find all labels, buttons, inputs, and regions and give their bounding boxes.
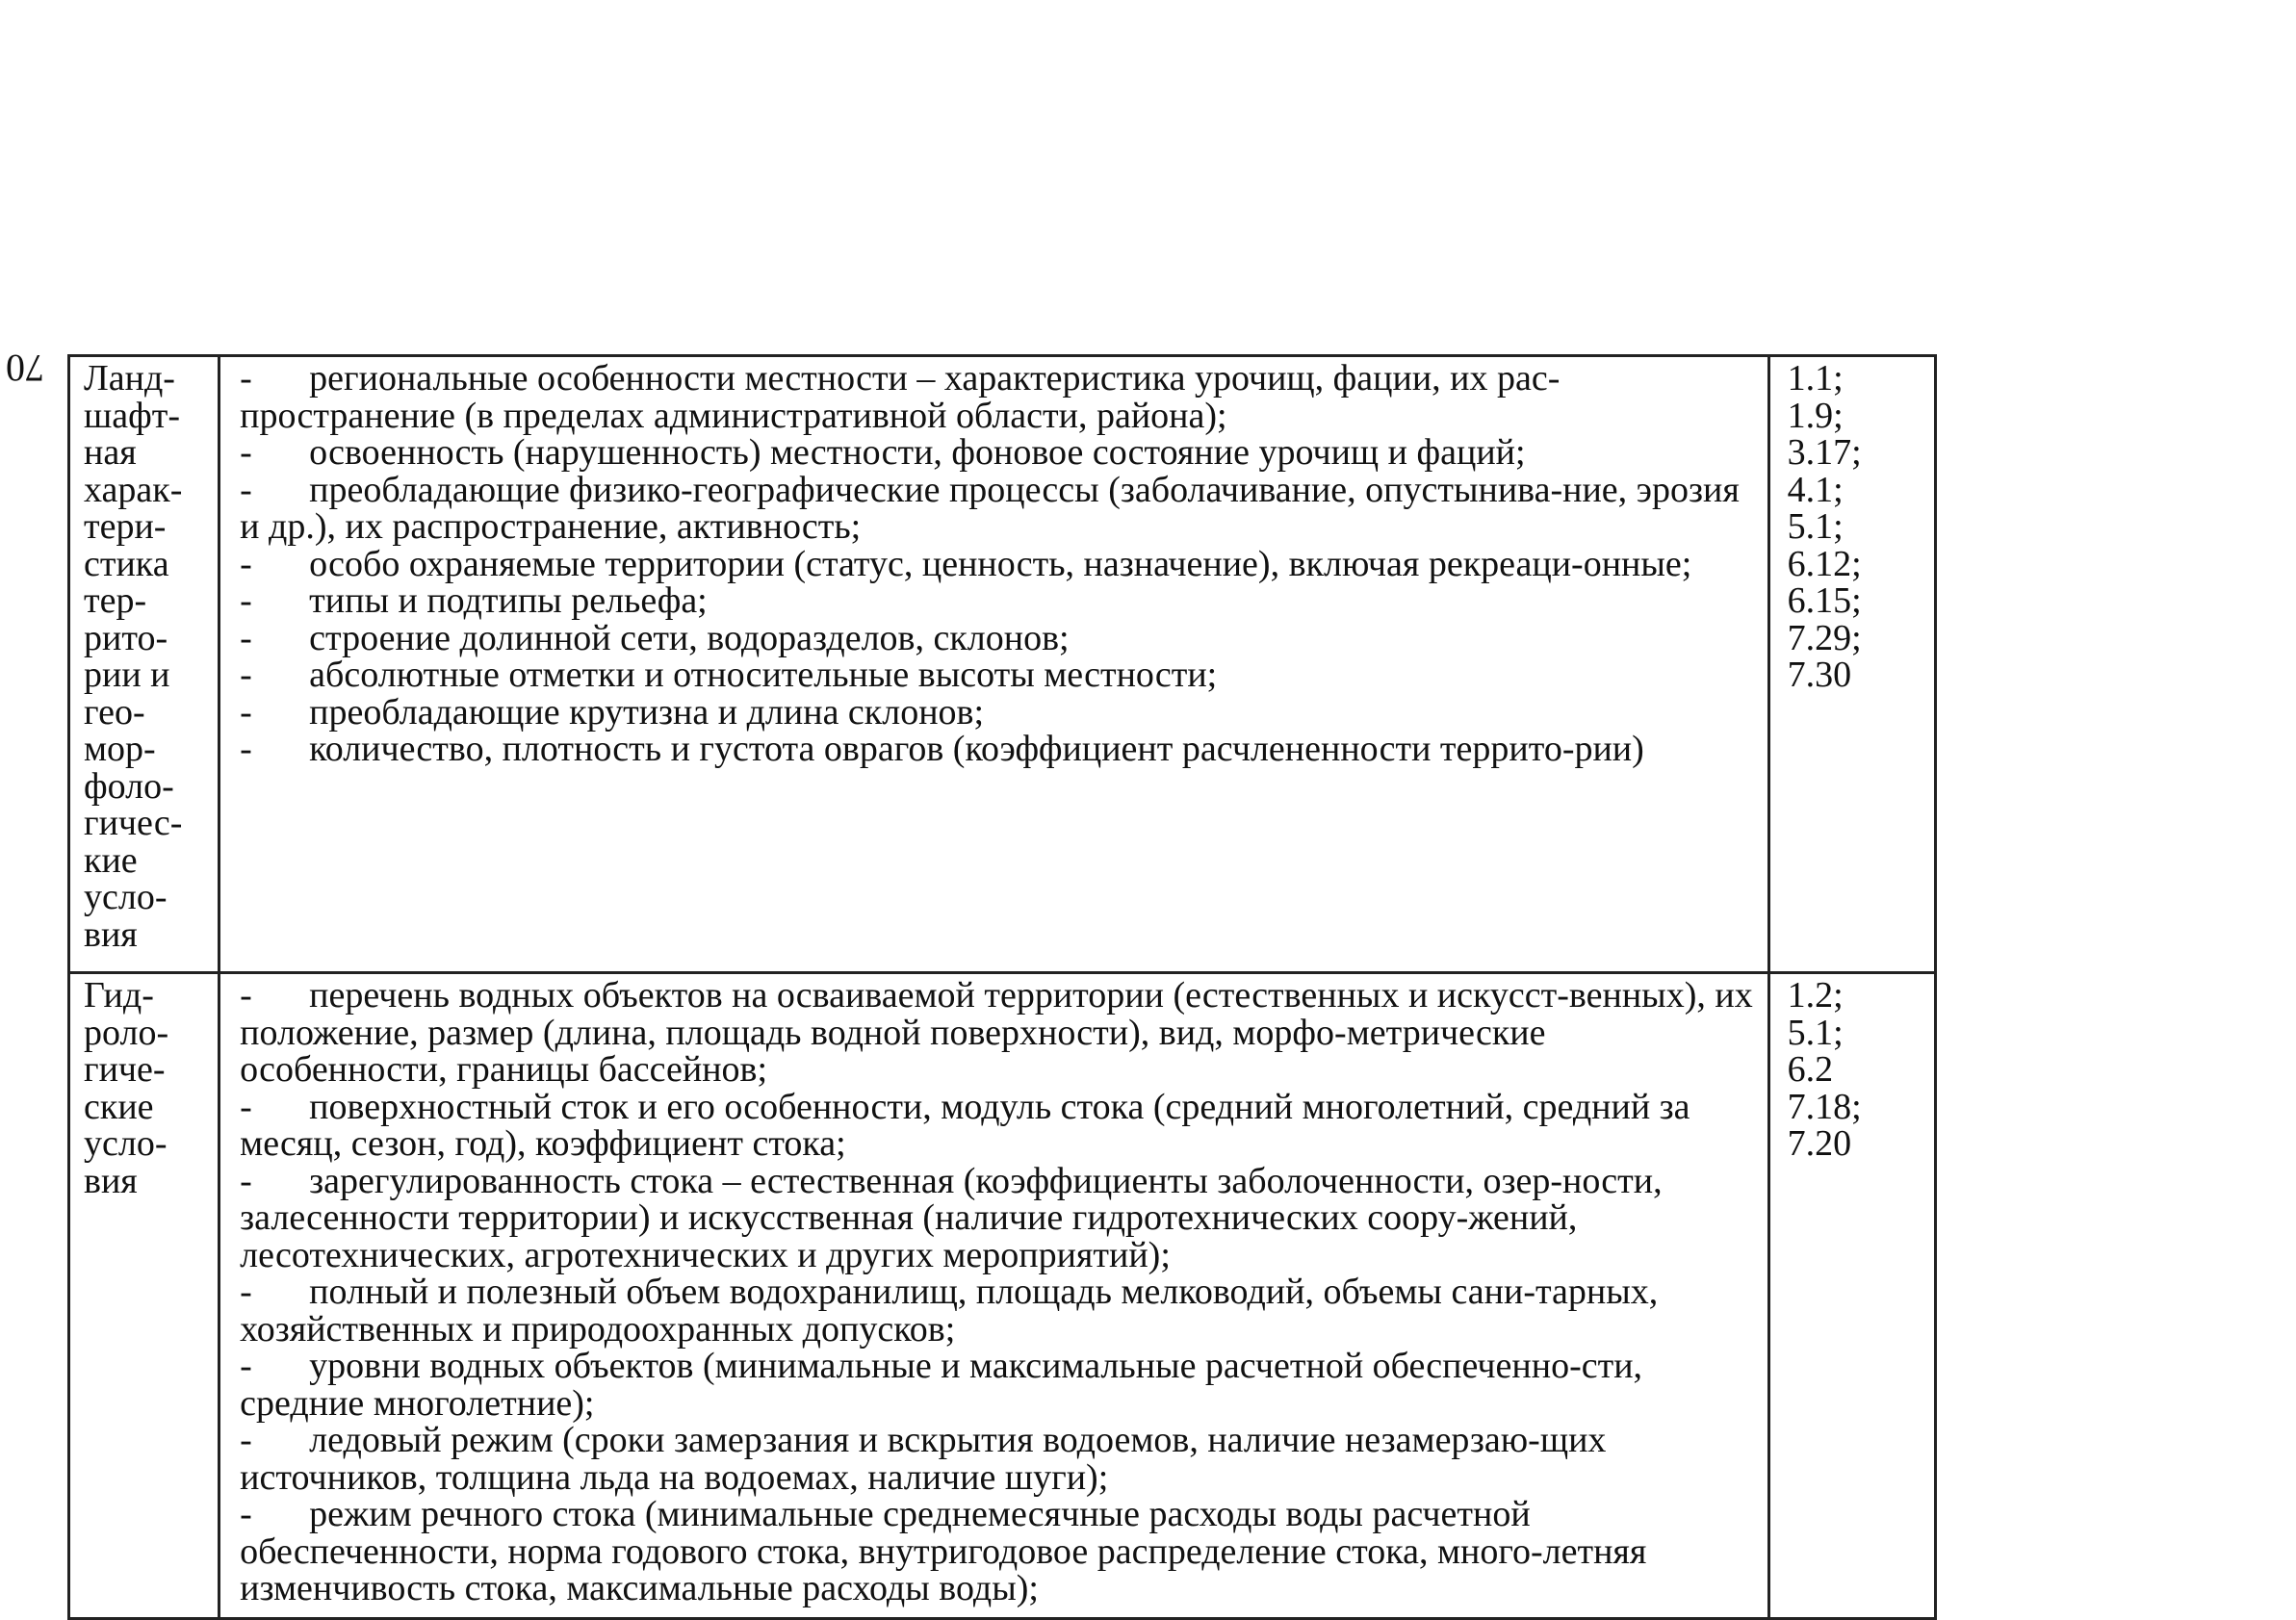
dash-marker: - <box>240 691 252 733</box>
list-item: - строение долинной сети, водоразделов, склонов; <box>240 617 1070 658</box>
reference-number: 6.12; <box>1787 543 1862 584</box>
list-item: - уровни водных объектов (минимальные и максимальные расчетной обеспеченно-сти, средние многолетние); <box>240 1346 1643 1424</box>
list-item: - ледовый режим (сроки замерзания и вскрытия водоемов, наличие незамерзаю-щих источников, толщина льда на водоемах, наличие шуги); <box>240 1420 1607 1498</box>
condition-label-cell <box>69 973 219 1619</box>
dash-marker: - <box>240 1346 252 1386</box>
dash-marker: - <box>240 729 252 769</box>
list-item: - освоенность (нарушенность) местности, фоновое состояние урочищ и фаций; <box>240 432 1526 473</box>
reference-number: 1.2; <box>1787 975 1844 1016</box>
table-row-hydrology <box>69 973 1936 1619</box>
reference-number: 6.15; <box>1787 580 1862 621</box>
requirements-cell <box>219 356 1768 973</box>
list-item: - поверхностный сток и его особенности, модуль стока (средний многолетний, средний за месяц, сезон, год), коэффициент стока; <box>240 1086 1690 1164</box>
reference-number: 5.1; <box>1787 506 1844 547</box>
list-item: - региональные особенности местности – характеристика урочищ, фации, их рас-пространение (в пределах административной области, района); <box>240 358 1561 436</box>
condition-label-cell <box>69 356 219 973</box>
references-cell <box>1768 973 1935 1619</box>
dash-marker: - <box>240 655 252 695</box>
dash-marker: - <box>240 358 252 399</box>
dash-marker: - <box>240 1160 252 1201</box>
dash-marker: - <box>240 469 252 510</box>
reference-number: 4.1; <box>1787 469 1844 510</box>
page-number: 70 <box>6 347 44 390</box>
list-item: - преобладающие физико-географические процессы (заболачивание, опустынива-ние, эрозия и др.), их распространение, активность; <box>240 469 1740 547</box>
condition-label: Гид- роло- гиче- ские усло- вия <box>84 975 169 1201</box>
list-item: - перечень водных объектов на осваиваемой территории (естественных и искусст-венных), их положение, размер (длина, площадь водной поверхности), вид, морфо-метрические особенности, границы бассейнов; <box>240 975 1753 1090</box>
list-item: - преобладающие крутизна и длина склонов; <box>240 691 985 733</box>
reference-number: 7.18; <box>1787 1086 1862 1127</box>
list-item: - режим речного стока (минимальные среднемесячные расходы воды расчетной обеспеченности, норма годового стока, внутригодовое распределение стока, много-летняя изменчивость стока, максимальные расходы воды); <box>240 1494 1647 1608</box>
reference-number: 1.9; <box>1787 395 1844 436</box>
dash-marker: - <box>240 975 252 1016</box>
dash-marker: - <box>240 1494 252 1534</box>
dash-marker: - <box>240 543 252 584</box>
list-item: - количество, плотность и густота оврагов (коэффициент расчлененности террито-рии) <box>240 729 1644 769</box>
dash-marker: - <box>240 432 252 473</box>
reference-number: 6.2 <box>1787 1049 1834 1090</box>
table-row-landscape <box>69 356 1936 973</box>
dash-marker: - <box>240 1420 252 1460</box>
dash-marker: - <box>240 580 252 621</box>
reference-number: 7.29; <box>1787 617 1862 658</box>
reference-number: 5.1; <box>1787 1012 1844 1053</box>
requirements-cell <box>219 973 1768 1619</box>
reference-number: 3.17; <box>1787 432 1862 473</box>
requirements-table <box>67 354 1937 1620</box>
list-item: - полный и полезный объем водохранилищ, площадь мелководий, объемы сани-тарных, хозяйственных и природоохранных допусков; <box>240 1272 1659 1350</box>
list-item: - зарегулированность стока – естественная (коэффициенты заболоченности, озер-ности, залесенности территории) и искусственная (наличие гидротехнических соору-жений, лесотехнических, агротехнических и других мероприятий); <box>240 1160 1663 1275</box>
dash-marker: - <box>240 1272 252 1312</box>
dash-marker: - <box>240 617 252 658</box>
reference-number: 7.30 <box>1787 655 1852 695</box>
dash-marker: - <box>240 1086 252 1127</box>
references-cell <box>1768 356 1935 973</box>
condition-label: Ланд- шафт- ная харак- тери- стика тер- рито- рии и гео- мор- фоло- гичес- кие усло- вия <box>84 358 183 955</box>
list-item: - особо охраняемые территории (статус, ценность, назначение), включая рекреаци-онные; <box>240 543 1692 584</box>
reference-number: 1.1; <box>1787 358 1844 399</box>
list-item: - типы и подтипы рельефа; <box>240 580 708 621</box>
list-item: - абсолютные отметки и относительные высоты местности; <box>240 655 1218 695</box>
reference-number: 7.20 <box>1787 1123 1852 1164</box>
